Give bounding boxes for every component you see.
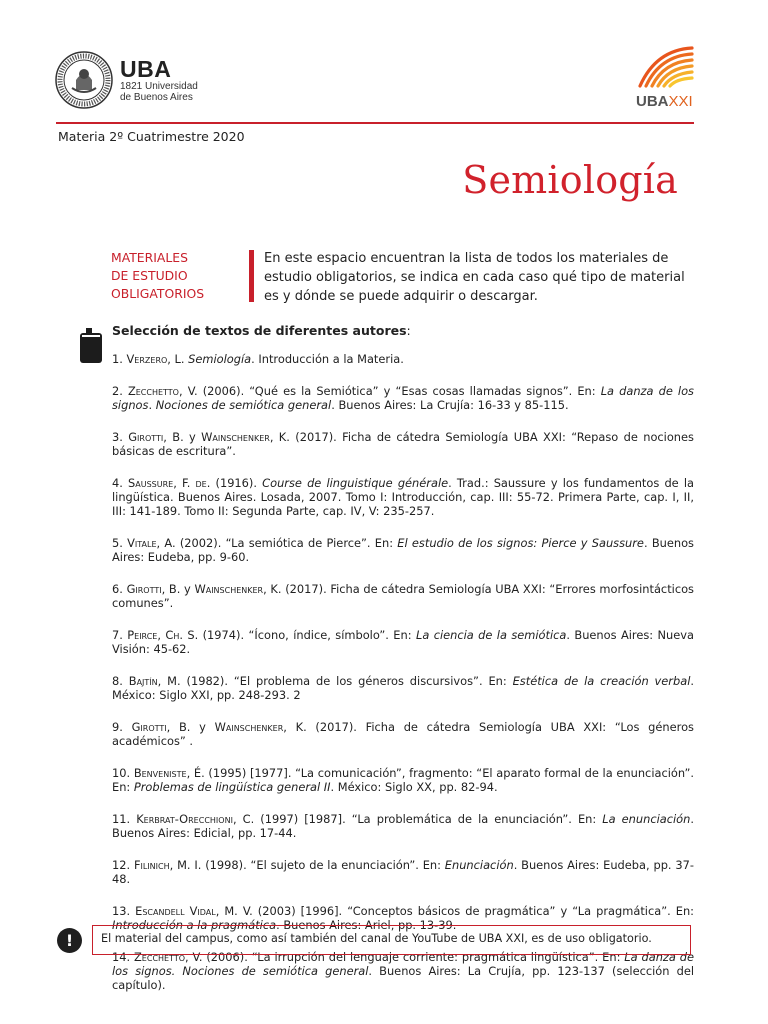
reference-title: La ciencia de la semiótica [415,628,567,642]
uba-xxi-logo-part-b: XXI [668,93,693,110]
reference-author: Saussure, F. de [128,476,207,490]
reference-item [112,476,694,518]
reference-author: Girotti [126,582,162,596]
reference-author: Vitale [127,536,157,550]
reference-text: . Buenos Aires: Eudeba, pp. 37-48. [112,858,694,886]
reference-author: Wainschenker [201,430,270,444]
reference-text: , M. (1982). “El problema de los géneros discursivos”. En: [157,674,513,688]
reference-number: 13. [112,904,136,918]
reference-author: Zecchetto [134,950,186,964]
reference-text: . Introducción a la Materia. [251,352,404,366]
reference-item [112,674,694,702]
reference-author: Verzero [126,352,168,366]
reference-author: Zecchetto [127,384,179,398]
section-label-line: OBLIGATORIOS [111,286,205,301]
reference-title: Nociones de semiótica general [155,398,332,412]
reference-text: , K. (2017). Ficha de cátedra Semiología UBA XXI: “Errores morfosintácticos comunes”. [112,582,694,610]
reference-author: Bajtín [128,674,158,688]
reference-item [112,628,694,656]
reference-author: Wainschenker [194,582,264,596]
reference-text: , A. (2002). “La semiótica de Pierce”. En: [156,536,398,550]
reference-text: . México: Siglo XXI, pp. 248-293. 2 [112,674,694,702]
reference-author: Filinich [133,858,170,872]
reference-number: 1. [112,352,127,366]
reference-item [112,352,694,366]
reference-author: Wainschenker [214,720,284,734]
reference-text: , K. (2017). Ficha de cátedra Semiología UBA XXI: “Los géneros académicos” . [112,720,694,748]
reference-number: 4. [112,476,129,490]
reference-title: Course de linguistique générale [262,476,449,490]
uba-xxi-logo-text [636,94,693,110]
reference-number: 6. [112,582,127,596]
reference-title: Semiología [188,352,252,366]
section-description: En este espacio encuentran la lista de todos los materiales de estudio obligatorios, se indica en cada caso qué tipo de material es y dónde se puede adquirir o descargar. [264,251,685,304]
reference-text: . México: Siglo XX, pp. 82-94. [330,780,498,794]
reference-author: Girotti [131,720,167,734]
reference-text: , L. [167,352,189,366]
list-heading-text: Selección de textos de diferentes autores [112,323,407,338]
section-label [111,249,251,303]
reference-number: 5. [112,536,128,550]
page-title: Semiología [462,158,678,202]
reference-title: La danza de los signos [112,384,694,412]
reference-text: . S. (1974). “Ícono, índice, símbolo”. En: [179,628,416,642]
reference-author: Kerbrat-Orecchioni [136,812,233,826]
reference-number: 8. [112,674,129,688]
reference-text: , K. (2017). Ficha de cátedra Semiología UBA XXI: “Repaso de nociones básicas de escritura”. [112,430,694,458]
uba-logo-subtitle-2: de Buenos Aires [120,92,193,103]
reference-number: 12. [112,858,134,872]
uba-logo-subtitle-1: 1821 Universidad [120,81,198,92]
reference-text: . Buenos Aires: Edicial, pp. 17-44. [112,812,694,840]
reference-text: , V. (2006). “Qué es la Semiótica” y “Esas cosas llamadas signos”. En: [178,384,601,398]
course-term: Materia 2º Cuatrimestre 2020 [58,129,245,144]
reference-text: , V. (2006). “La irrupción del lenguaje corriente: pragmática lingüística”. En: [185,950,625,964]
reference-number: 7. [112,628,128,642]
reference-text: . Buenos Aires: La Crujía: 16-33 y 85-115. [331,398,569,412]
reference-text: , B. y [163,430,202,444]
reference-title: La enunciación [602,812,691,826]
reference-author: Girotti [128,430,164,444]
exclamation-icon: ! [57,928,82,953]
reference-author: Peirce, Ch [127,628,180,642]
reference-text: , C. (1997) [1987]. “La problemática de la enunciación”. En: [232,812,603,826]
reference-title: Estética de la creación verbal [512,674,691,688]
reference-text: . Buenos Aires: Ariel, pp. 13-39. [276,918,457,932]
reference-title: Problemas de lingüística general II [133,780,331,794]
notice-box: El material del campus, como así también del canal de YouTube de UBA XXI, es de uso obligatorio. [92,925,691,955]
list-heading [112,323,411,338]
reference-text: , É. (1995) [1977]. “La comunicación”, fragmento: “El aparato formal de la enunciación”. En: [112,766,694,794]
reference-title: El estudio de los signos: Pierce y Saussure [397,536,644,550]
reference-item [112,812,694,840]
reference-text: . Buenos Aires: Nueva Visión: 45-62. [112,628,694,656]
uba-xxi-logo-part-a: UBA [636,93,669,110]
reference-item [112,950,694,992]
reference-text: , B. y [166,720,215,734]
reference-text: . [148,398,156,412]
university-seal-icon [54,50,114,110]
reference-item [112,720,694,748]
reference-item [112,384,694,412]
header-divider [56,122,694,124]
list-heading-colon: : [406,323,411,338]
reference-number: 11. [112,812,137,826]
reference-number: 9. [112,720,132,734]
section-label-line: DE ESTUDIO [111,268,188,283]
reference-title: Introducción a la pragmática [112,918,277,932]
reference-item [112,582,694,610]
reference-text: . (1916). [206,476,263,490]
reference-item [112,858,694,886]
uba-logo [120,58,198,103]
uba-xxi-arc-icon [636,44,694,88]
reference-author: Escandell Vidal [135,904,216,918]
uba-logo-name: UBA [120,56,172,82]
reference-text: . Buenos Aires: La Crujía, pp. 123-137 (selección del capítulo). [112,964,695,992]
reference-number: 3. [112,430,129,444]
reference-text: . Buenos Aires: Eudeba, pp. 9-60. [112,536,694,564]
reference-title: La danza de los signos. Nociones de semiótica general [112,950,694,978]
reference-text: . Trad.: Saussure y los fundamentos de la lingüística. Buenos Aires. Losada, 2007. Tomo I: Introducción, cap. III: 55-72. Primera Parte, cap. I, II, III: 141-189. Tomo II: Segunda Parte, cap. IV, V: 235-257. [112,476,694,518]
section-accent-bar [249,250,254,302]
reference-item [112,536,694,564]
reference-text: , M. I. (1998). “El sujeto de la enunciación”. En: [169,858,445,872]
reference-item [112,766,694,794]
reference-text: , M. V. (2003) [1996]. “Conceptos básicos de pragmática” y “La pragmática”. En: [215,904,694,918]
reference-item [112,430,694,458]
reference-number: 10. [112,766,134,780]
reference-text: , B. y [161,582,195,596]
reference-number: 2. [112,384,128,398]
section-label-line: MATERIALES [111,250,188,265]
reference-list [112,352,694,1010]
book-icon [78,328,104,364]
reference-author: Benveniste [133,766,187,780]
reference-title: Enunciación [444,858,514,872]
reference-number: 14. [112,950,134,964]
